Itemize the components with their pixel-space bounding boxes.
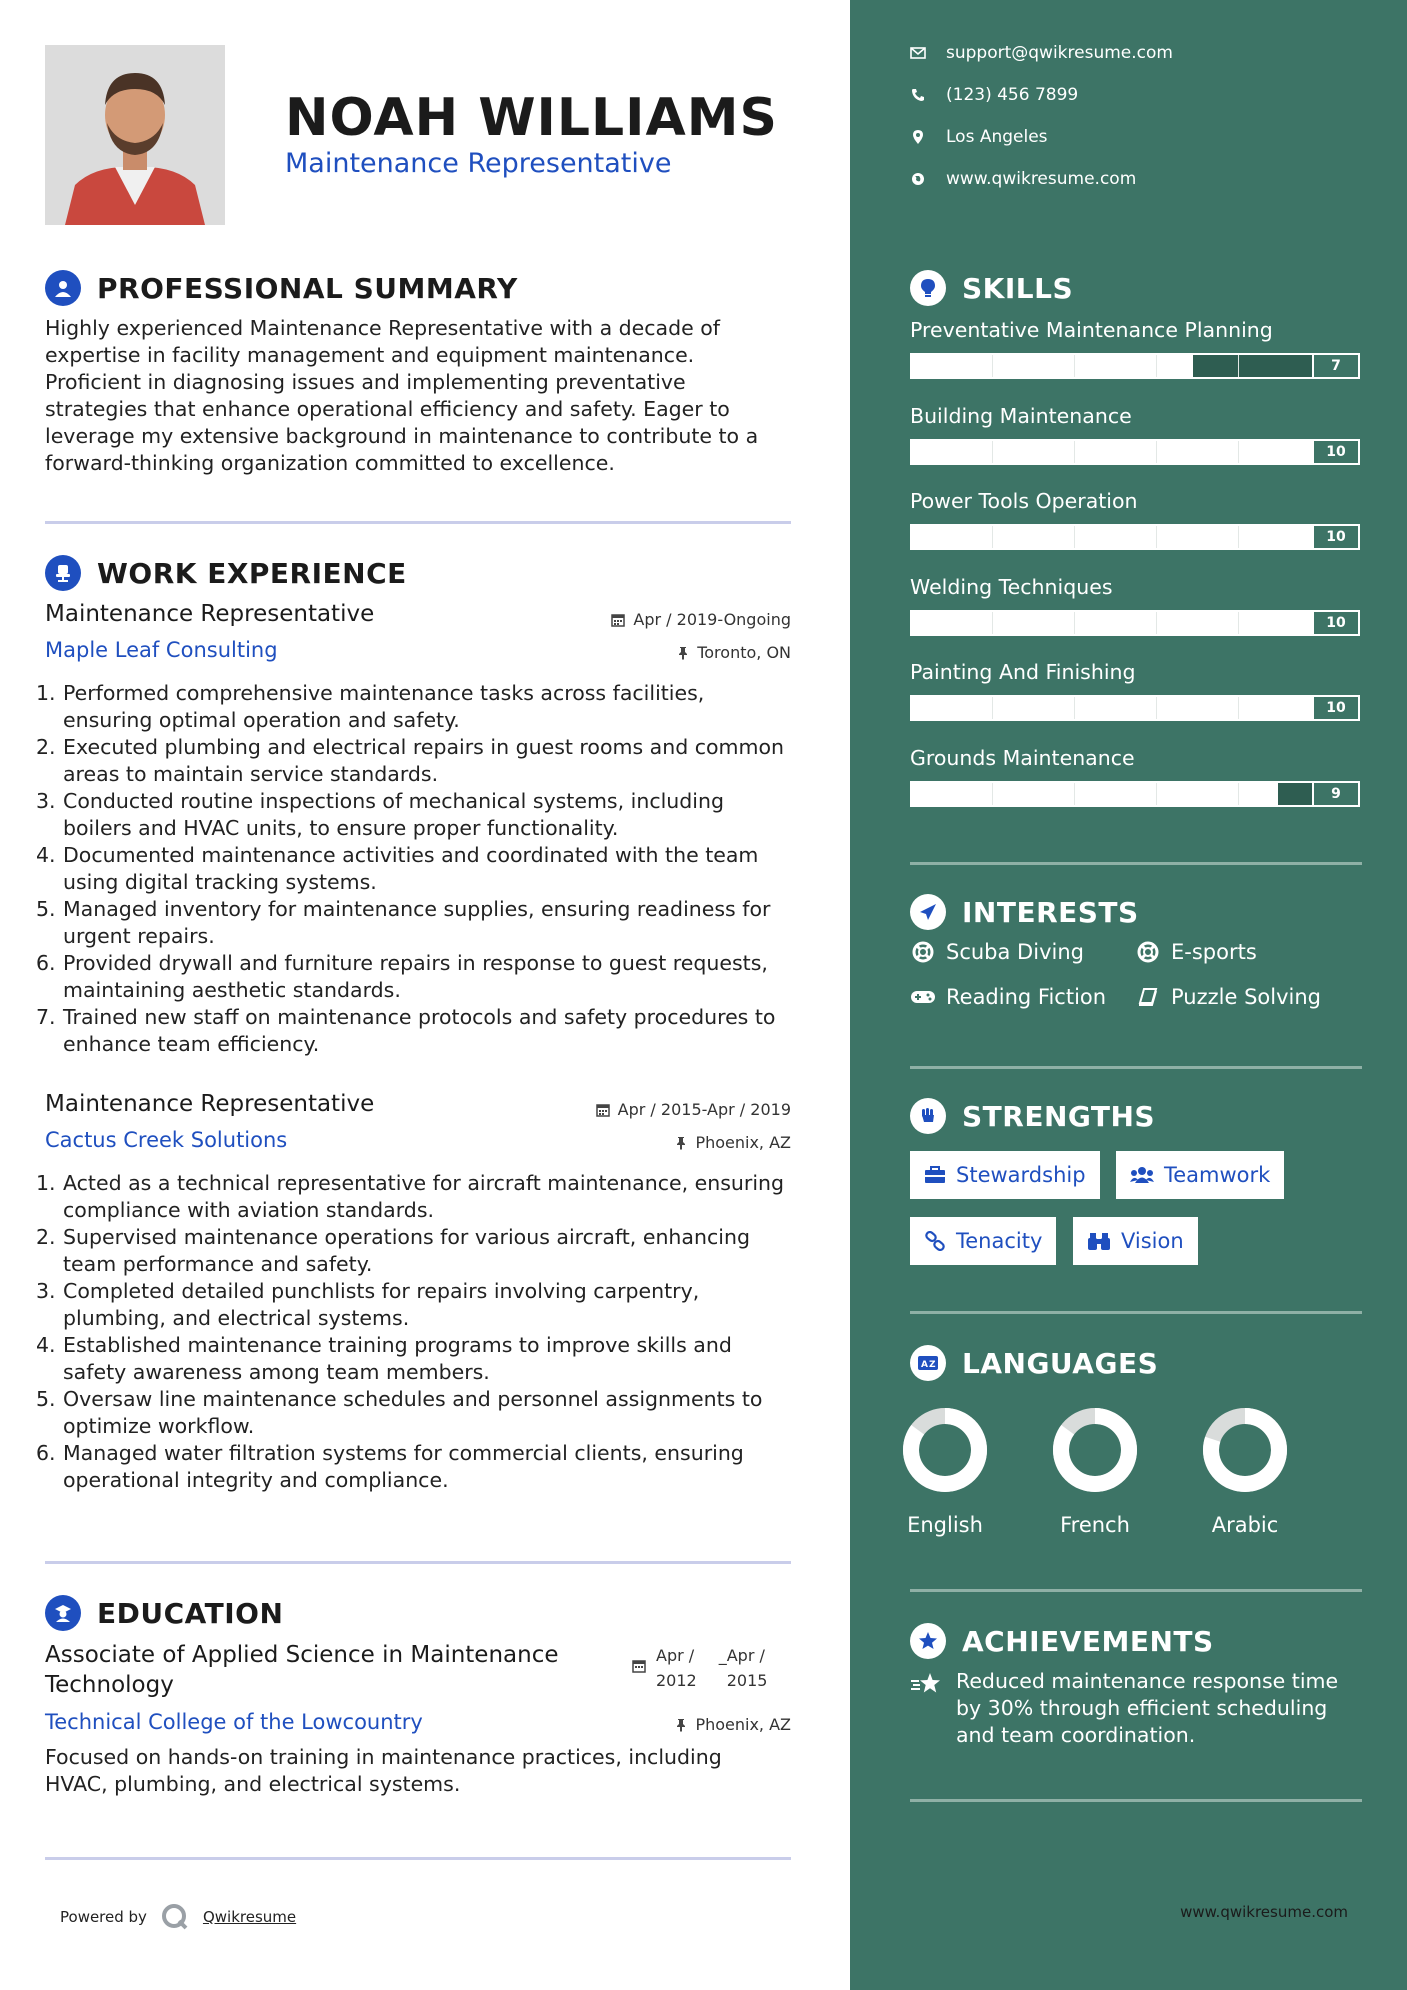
contact-email[interactable]: support@qwikresume.com <box>910 43 1173 63</box>
list-item: 3. Conducted routine inspections of mechanical systems, including boilers and HVAC units, to ensure proper functionality. <box>36 789 725 840</box>
interests-heading <box>910 892 1139 932</box>
skill-level-bar <box>910 524 1360 550</box>
job-title: Maintenance Representative <box>45 1091 375 1117</box>
language-item <box>1035 1405 1155 1537</box>
skill-bar-tick <box>1156 783 1157 805</box>
skill-level-bar <box>910 439 1360 465</box>
user-icon <box>45 270 81 306</box>
achievements-heading <box>910 1621 1214 1661</box>
languages-heading <box>910 1343 1158 1383</box>
divider <box>45 1561 791 1564</box>
skill-bar-tick <box>1238 526 1239 548</box>
skill-level-value: 9 <box>1312 783 1358 805</box>
skill-bar-tick <box>1156 441 1157 463</box>
school-name: Technical College of the Lowcountry <box>45 1710 423 1734</box>
divider <box>910 862 1362 865</box>
divider <box>910 1311 1362 1314</box>
job-responsibilities <box>36 680 796 1058</box>
candidate-role: Maintenance Representative <box>285 148 672 179</box>
skill-bar-tick <box>1074 697 1075 719</box>
globe-icon <box>910 172 926 186</box>
summary-heading <box>45 268 518 308</box>
phone-icon <box>910 88 926 102</box>
list-item: 4. Established maintenance training programs to improve skills and safety awareness among team members. <box>36 1333 732 1384</box>
skill-level-value: 10 <box>1312 526 1358 548</box>
job-location: Phoenix, AZ <box>675 1133 791 1152</box>
divider <box>910 1066 1362 1069</box>
sidebar <box>850 0 1407 1990</box>
skill-bar-tick <box>1074 612 1075 634</box>
achievements-title: ACHIEVEMENTS <box>962 1624 1214 1658</box>
strength-badge: Stewardship <box>910 1151 1100 1199</box>
life-ring-icon <box>1135 941 1161 963</box>
pushpin-icon <box>677 646 689 660</box>
skill-level-value: 10 <box>1312 697 1358 719</box>
strengths-title: STRENGTHS <box>962 1099 1156 1133</box>
language-proficiency-ring <box>900 1405 990 1495</box>
paper-plane-icon <box>910 894 946 930</box>
strength-badge: Teamwork <box>1116 1151 1284 1199</box>
skill-label: Painting And Finishing <box>910 660 1136 684</box>
skill-bar-tick <box>1156 697 1157 719</box>
interest-item: Puzzle Solving <box>1135 985 1321 1009</box>
languages-title: LANGUAGES <box>962 1346 1159 1380</box>
graduate-icon <box>45 1595 81 1631</box>
strength-badge: Tenacity <box>910 1217 1056 1265</box>
skill-level-fill <box>912 526 1358 548</box>
job-location: Toronto, ON <box>677 643 791 662</box>
link-icon <box>924 1231 946 1251</box>
skill-bar-tick <box>1238 355 1239 377</box>
svg-text:Z: Z <box>929 1360 936 1370</box>
skill-bar-tick <box>1074 355 1075 377</box>
book-icon <box>1135 987 1161 1007</box>
skill-label: Power Tools Operation <box>910 489 1138 513</box>
skill-level-value: 10 <box>1312 441 1358 463</box>
skill-level-value: 7 <box>1312 355 1358 377</box>
fist-icon <box>910 1098 946 1134</box>
skill-level-fill <box>912 355 1193 377</box>
list-item: 2. Executed plumbing and electrical repairs in guest rooms and common areas to maintain service standards. <box>36 735 785 786</box>
experience-title: WORK EXPERIENCE <box>97 556 407 590</box>
divider <box>45 1857 791 1860</box>
office-chair-icon <box>45 555 81 591</box>
skill-level-fill <box>912 697 1358 719</box>
binoculars-icon <box>1087 1231 1111 1251</box>
calendar-icon <box>611 613 625 627</box>
pushpin-icon <box>675 1136 687 1150</box>
qwikresume-logo-icon <box>161 1903 189 1931</box>
gamepad-icon <box>910 989 936 1005</box>
education-date: Apr / 2012 _Apr / 2015 <box>632 1643 767 1693</box>
language-item <box>1185 1405 1305 1537</box>
translate-icon <box>910 1345 946 1381</box>
job-title: Maintenance Representative <box>45 601 375 627</box>
skill-level-bar <box>910 610 1360 636</box>
skill-bar-tick <box>992 783 993 805</box>
job-date: Apr / 2019-Ongoing <box>611 610 791 629</box>
skill-level-value: 10 <box>1312 612 1358 634</box>
language-label: English <box>907 1513 983 1537</box>
contact-website[interactable]: www.qwikresume.com <box>910 169 1136 189</box>
skills-title: SKILLS <box>962 271 1074 305</box>
map-marker-icon <box>910 129 926 145</box>
language-proficiency-ring <box>1050 1405 1140 1495</box>
skill-bar-tick <box>1238 441 1239 463</box>
list-item: 3. Completed detailed punchlists for repairs involving carpentry, plumbing, and electrical systems. <box>36 1279 700 1330</box>
list-item: 5. Managed inventory for maintenance supplies, ensuring readiness for urgent repairs. <box>36 897 771 948</box>
contact-location: Los Angeles <box>910 127 1048 147</box>
language-proficiency-ring <box>1200 1405 1290 1495</box>
users-icon <box>1130 1166 1154 1184</box>
strength-badge: Vision <box>1073 1217 1198 1265</box>
skill-bar-tick <box>992 441 993 463</box>
footer-website[interactable]: www.qwikresume.com <box>1180 1903 1348 1921</box>
calendar-icon <box>632 1643 646 1677</box>
lightbulb-icon <box>910 270 946 306</box>
list-item: 2. Supervised maintenance operations for various aircraft, enhancing team performance and safety. <box>36 1225 750 1276</box>
briefcase-icon <box>924 1166 946 1184</box>
job-date: Apr / 2015-Apr / 2019 <box>596 1100 791 1119</box>
job-responsibilities <box>36 1170 796 1494</box>
list-item: 6. Provided drywall and furniture repairs in response to guest requests, maintaining aesthetic standards. <box>36 951 768 1002</box>
skill-bar-tick <box>992 355 993 377</box>
skill-bar-tick <box>1156 526 1157 548</box>
skill-bar-tick <box>1074 526 1075 548</box>
skill-label: Preventative Maintenance Planning <box>910 318 1273 342</box>
candidate-name: NOAH WILLIAMS <box>285 88 778 148</box>
interests-title: INTERESTS <box>962 895 1139 929</box>
profile-photo <box>45 45 225 225</box>
skill-bar-tick <box>1074 441 1075 463</box>
skill-label: Grounds Maintenance <box>910 745 1135 770</box>
interest-item: E-sports <box>1135 940 1257 964</box>
list-item: 1. Performed comprehensive maintenance tasks across facilities, ensuring optimal operation and safety. <box>36 681 705 732</box>
interest-item: Reading Fiction <box>910 985 1106 1009</box>
powered-by: Powered by Qwikresume <box>60 1903 296 1931</box>
star-badge-icon <box>910 1623 946 1659</box>
education-heading <box>45 1593 283 1633</box>
qwikresume-link[interactable]: Qwikresume <box>202 1908 297 1926</box>
language-label: Arabic <box>1211 1513 1279 1537</box>
skills-heading <box>910 268 1073 308</box>
list-item: 6. Managed water filtration systems for commercial clients, ensuring operational integrity and compliance. <box>36 1441 744 1492</box>
skill-bar-tick <box>1238 783 1239 805</box>
skill-level-bar <box>910 781 1360 807</box>
skill-level-fill <box>912 441 1358 463</box>
interest-item: Scuba Diving <box>910 940 1084 964</box>
contact-phone[interactable]: (123) 456 7899 <box>910 85 1078 105</box>
skill-bar-tick <box>1238 612 1239 634</box>
skill-bar-tick <box>992 612 993 634</box>
language-item <box>885 1405 1005 1537</box>
skill-bar-tick <box>992 526 993 548</box>
skill-bar-tick <box>1156 612 1157 634</box>
svg-text:A: A <box>921 1360 928 1370</box>
divider <box>910 1589 1362 1592</box>
pushpin-icon <box>675 1718 687 1732</box>
divider <box>910 1799 1362 1802</box>
skill-bar-tick <box>1156 355 1157 377</box>
skill-bar-tick <box>1074 783 1075 805</box>
company-name: Cactus Creek Solutions <box>45 1128 288 1152</box>
language-label: French <box>1060 1513 1130 1537</box>
list-item: 5. Oversaw line maintenance schedules and personnel assignments to optimize workflow. <box>36 1387 763 1438</box>
degree-title: Associate of Applied Science in Maintenance Technology <box>45 1642 559 1698</box>
star-icon <box>910 1668 944 1696</box>
envelope-icon <box>910 47 926 59</box>
list-item: 1. Acted as a technical representative for aircraft maintenance, ensuring compliance with aviation standards. <box>36 1171 785 1222</box>
life-ring-icon <box>910 941 936 963</box>
skill-label: Welding Techniques <box>910 574 1113 599</box>
list-item: 4. Documented maintenance activities and coordinated with the team using digital tracking systems. <box>36 843 759 894</box>
skill-level-fill <box>912 783 1278 805</box>
skill-bar-tick <box>1238 697 1239 719</box>
calendar-icon <box>596 1103 610 1117</box>
skill-label: Building Maintenance <box>910 403 1132 428</box>
achievement-item: Reduced maintenance response time by 30% through efficient scheduling and team coordination. <box>910 1668 1356 1749</box>
education-description: Focused on hands-on training in maintenance practices, including HVAC, plumbing, and electrical systems. <box>45 1745 722 1796</box>
summary-text: Highly experienced Maintenance Representative with a decade of expertise in facility management and equipment maintenance. Proficient in diagnosing issues and implementing preventative strategies that enhance operational efficiency and safety. Eager to leverage my extensive background in maintenance to contribute to a forward-thinking organization committed to excellence. <box>45 316 759 475</box>
skill-level-fill <box>912 612 1358 634</box>
divider <box>45 521 791 524</box>
summary-title: PROFESSIONAL SUMMARY <box>97 271 518 305</box>
skill-bar-tick <box>992 697 993 719</box>
list-item: 7. Trained new staff on maintenance protocols and safety procedures to enhance team efficiency. <box>36 1005 776 1056</box>
company-name: Maple Leaf Consulting <box>45 638 278 662</box>
skill-level-bar <box>910 695 1360 721</box>
education-title: EDUCATION <box>97 1596 284 1630</box>
strengths-heading <box>910 1096 1155 1136</box>
education-location: Phoenix, AZ <box>675 1715 791 1734</box>
skill-level-bar <box>910 353 1360 379</box>
experience-heading <box>45 553 407 593</box>
